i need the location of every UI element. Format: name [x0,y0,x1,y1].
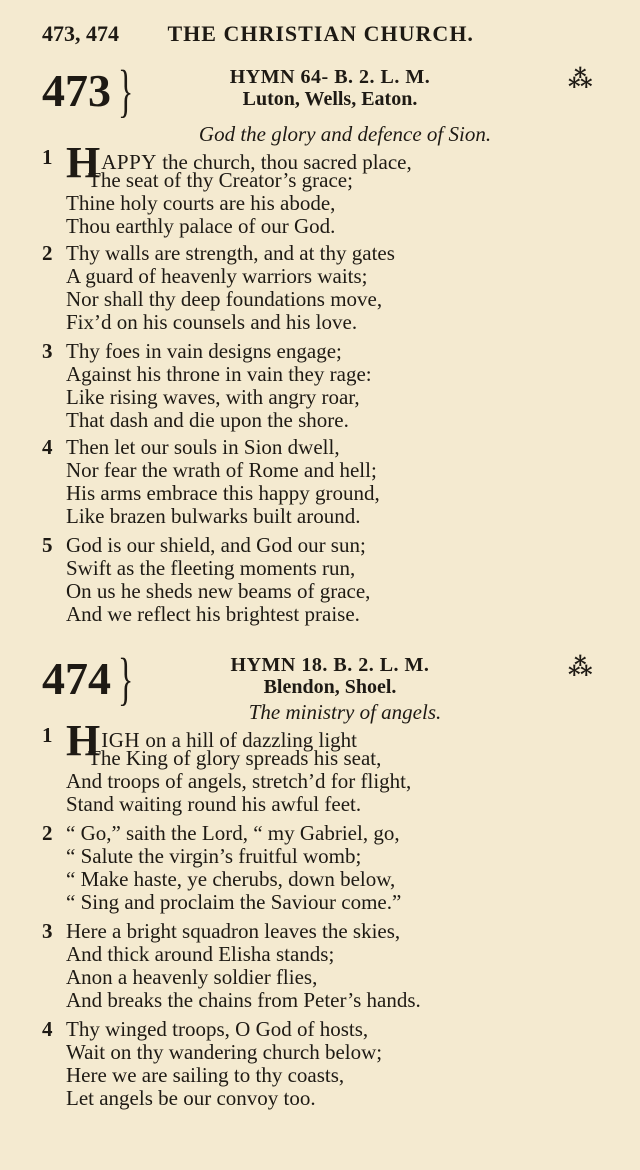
hymn-meta: HYMN 64- B. 2. L. M. [229,66,431,88]
brace-glyph: } [118,646,134,711]
stanza-line: Nor shall thy deep foundations move, [66,287,383,311]
stanza-line: “ Go,” saith the Lord, “ my Gabriel, go, [66,821,400,845]
drop-cap: H [66,138,101,187]
asterism-mark: ⁂ [568,655,593,681]
stanza-line: The King of glory spreads his seat, [88,746,382,770]
stanza-line: “ Salute the virgin’s fruitful womb; [66,844,362,868]
stanza-line: Stand waiting round his awful feet. [66,792,362,816]
stanza-line: God is our shield, and God our sun; [66,533,366,557]
hymn-number: 473 [42,65,111,116]
stanza-number: 1 [42,723,53,747]
hymn-number: 474 [42,653,111,704]
hymn-tunes: Blendon, Shoel. [263,676,397,698]
hymn-header [180,654,480,698]
stanza-line: Wait on thy wandering church below; [66,1040,383,1064]
stanza-line: And troops of angels, stretch’d for flight, [66,769,412,793]
stanza-line: Fix’d on his counsels and his love. [66,310,358,334]
stanza-line: Let angels be our convoy too. [66,1086,316,1110]
hymn-tunes: Luton, Wells, Eaton. [242,88,418,110]
asterism-mark: ⁂ [568,67,593,93]
stanza-line: Thy walls are strength, and at thy gates [66,241,395,265]
running-head [42,20,532,48]
stanza-number: 5 [42,533,53,557]
brace-glyph: } [118,58,134,123]
stanza-line: And thick around Elisha stands; [66,942,335,966]
stanza-line: “ Make haste, ye cherubs, down below, [66,867,396,891]
line-text: the church, thou sacred place, [156,150,412,174]
small-caps-word: IGH [101,728,141,752]
stanza-line: Swift as the fleeting moments run, [66,556,356,580]
stanza-line: Like brazen bulwarks built around. [66,504,361,528]
hymn-header [180,66,480,110]
hymn-subtitle: God the glory and defence of Sion. [198,122,492,146]
stanza-line: “ Sing and proclaim the Saviour come.” [66,890,402,914]
line-text: on a hill of dazzling light [140,728,358,752]
stanza-line: Nor fear the wrath of Rome and hell; [66,458,377,482]
small-caps-word: APPY [101,150,157,174]
stanza-line: A guard of heavenly warriors waits; [66,264,368,288]
stanza-line: Here we are sailing to thy coasts, [66,1063,345,1087]
stanza-number: 2 [42,241,53,265]
page-numbers: 473, 474 [42,21,119,46]
drop-cap: H [66,716,101,765]
stanza-number: 3 [42,339,53,363]
stanza-number: 3 [42,919,53,943]
stanza-number: 2 [42,821,53,845]
stanza-number: 1 [42,145,53,169]
stanza-line: Thine holy courts are his abode, [66,191,336,215]
stanza-line: The seat of thy Creator’s grace; [88,168,353,192]
stanza-number: 4 [42,435,53,459]
stanza-line: Then let our souls in Sion dwell, [66,435,340,459]
stanza-number: 4 [42,1017,53,1041]
stanza-line: His arms embrace this happy ground, [66,481,380,505]
stanza-line: Against his throne in vain they rage: [66,362,372,386]
hymn-meta: HYMN 18. B. 2. L. M. [230,654,430,676]
stanza-line: Thy foes in vain designs engage; [66,339,342,363]
stanza-line: Anon a heavenly soldier flies, [66,965,318,989]
stanza-line: Thou earthly palace of our God. [66,214,336,238]
stanza-line: On us he sheds new beams of grace, [66,579,371,603]
page-title: THE CHRISTIAN CHURCH. [167,21,474,46]
stanza-line: And we reflect his brightest praise. [66,602,360,626]
stanza-line: And breaks the chains from Peter’s hands. [66,988,421,1012]
stanza-line: Like rising waves, with angry roar, [66,385,360,409]
stanza-line: That dash and die upon the shore. [66,408,349,432]
stanza-line: Thy winged troops, O God of hosts, [66,1017,369,1041]
stanza-line: Here a bright squadron leaves the skies, [66,919,401,943]
hymn-subtitle: The ministry of angels. [248,700,442,724]
